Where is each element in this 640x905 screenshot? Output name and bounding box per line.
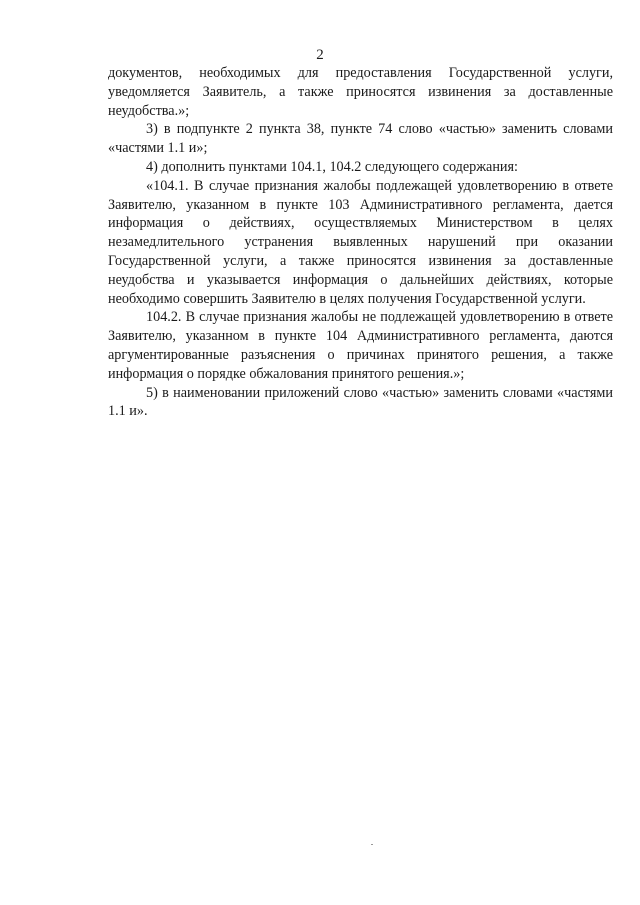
paragraph-item-4: 4) дополнить пунктами 104.1, 104.2 следующего содержания: [146, 158, 518, 175]
paragraph-item-3: 3) в подпункте 2 пункта 38, пункте 74 слово «частью» заменить словами «частями 1.1 и»; [108, 121, 613, 157]
document-body [108, 64, 613, 421]
paragraph-item-5: 5) в наименовании приложений слово «частью» заменить словами «частями 1.1 и». [108, 384, 613, 420]
page-number: 2 [316, 47, 324, 63]
paragraph-continuation: документов, необходимых для предоставления Государственной услуги, уведомляется Заявитель, а также приносятся извинения за доставленные неудобства.»; [108, 65, 613, 119]
paragraph-104-1: «104.1. В случае признания жалобы подлежащей удовлетворению в ответе Заявителю, указанном в пункте 103 Административного регламента, дается информация о действиях, осуществляемых Министерством в целях незамедлительного устранения выявленных нарушений при оказании Государственной услуги, а также приносятся извинения за доставленные неудобства и указывается информация о дальнейших действиях, которые необходимо совершить Заявителю в целях получения Государственной услуги. [108, 177, 613, 307]
scan-speck [371, 844, 373, 845]
paragraph-104-2: 104.2. В случае признания жалобы не подлежащей удовлетворению в ответе Заявителю, указанном в пункте 104 Административного регламента, даются аргументированные разъяснения о причинах принятого решения, а также информация о порядке обжалования принятого решения.»; [108, 309, 613, 382]
